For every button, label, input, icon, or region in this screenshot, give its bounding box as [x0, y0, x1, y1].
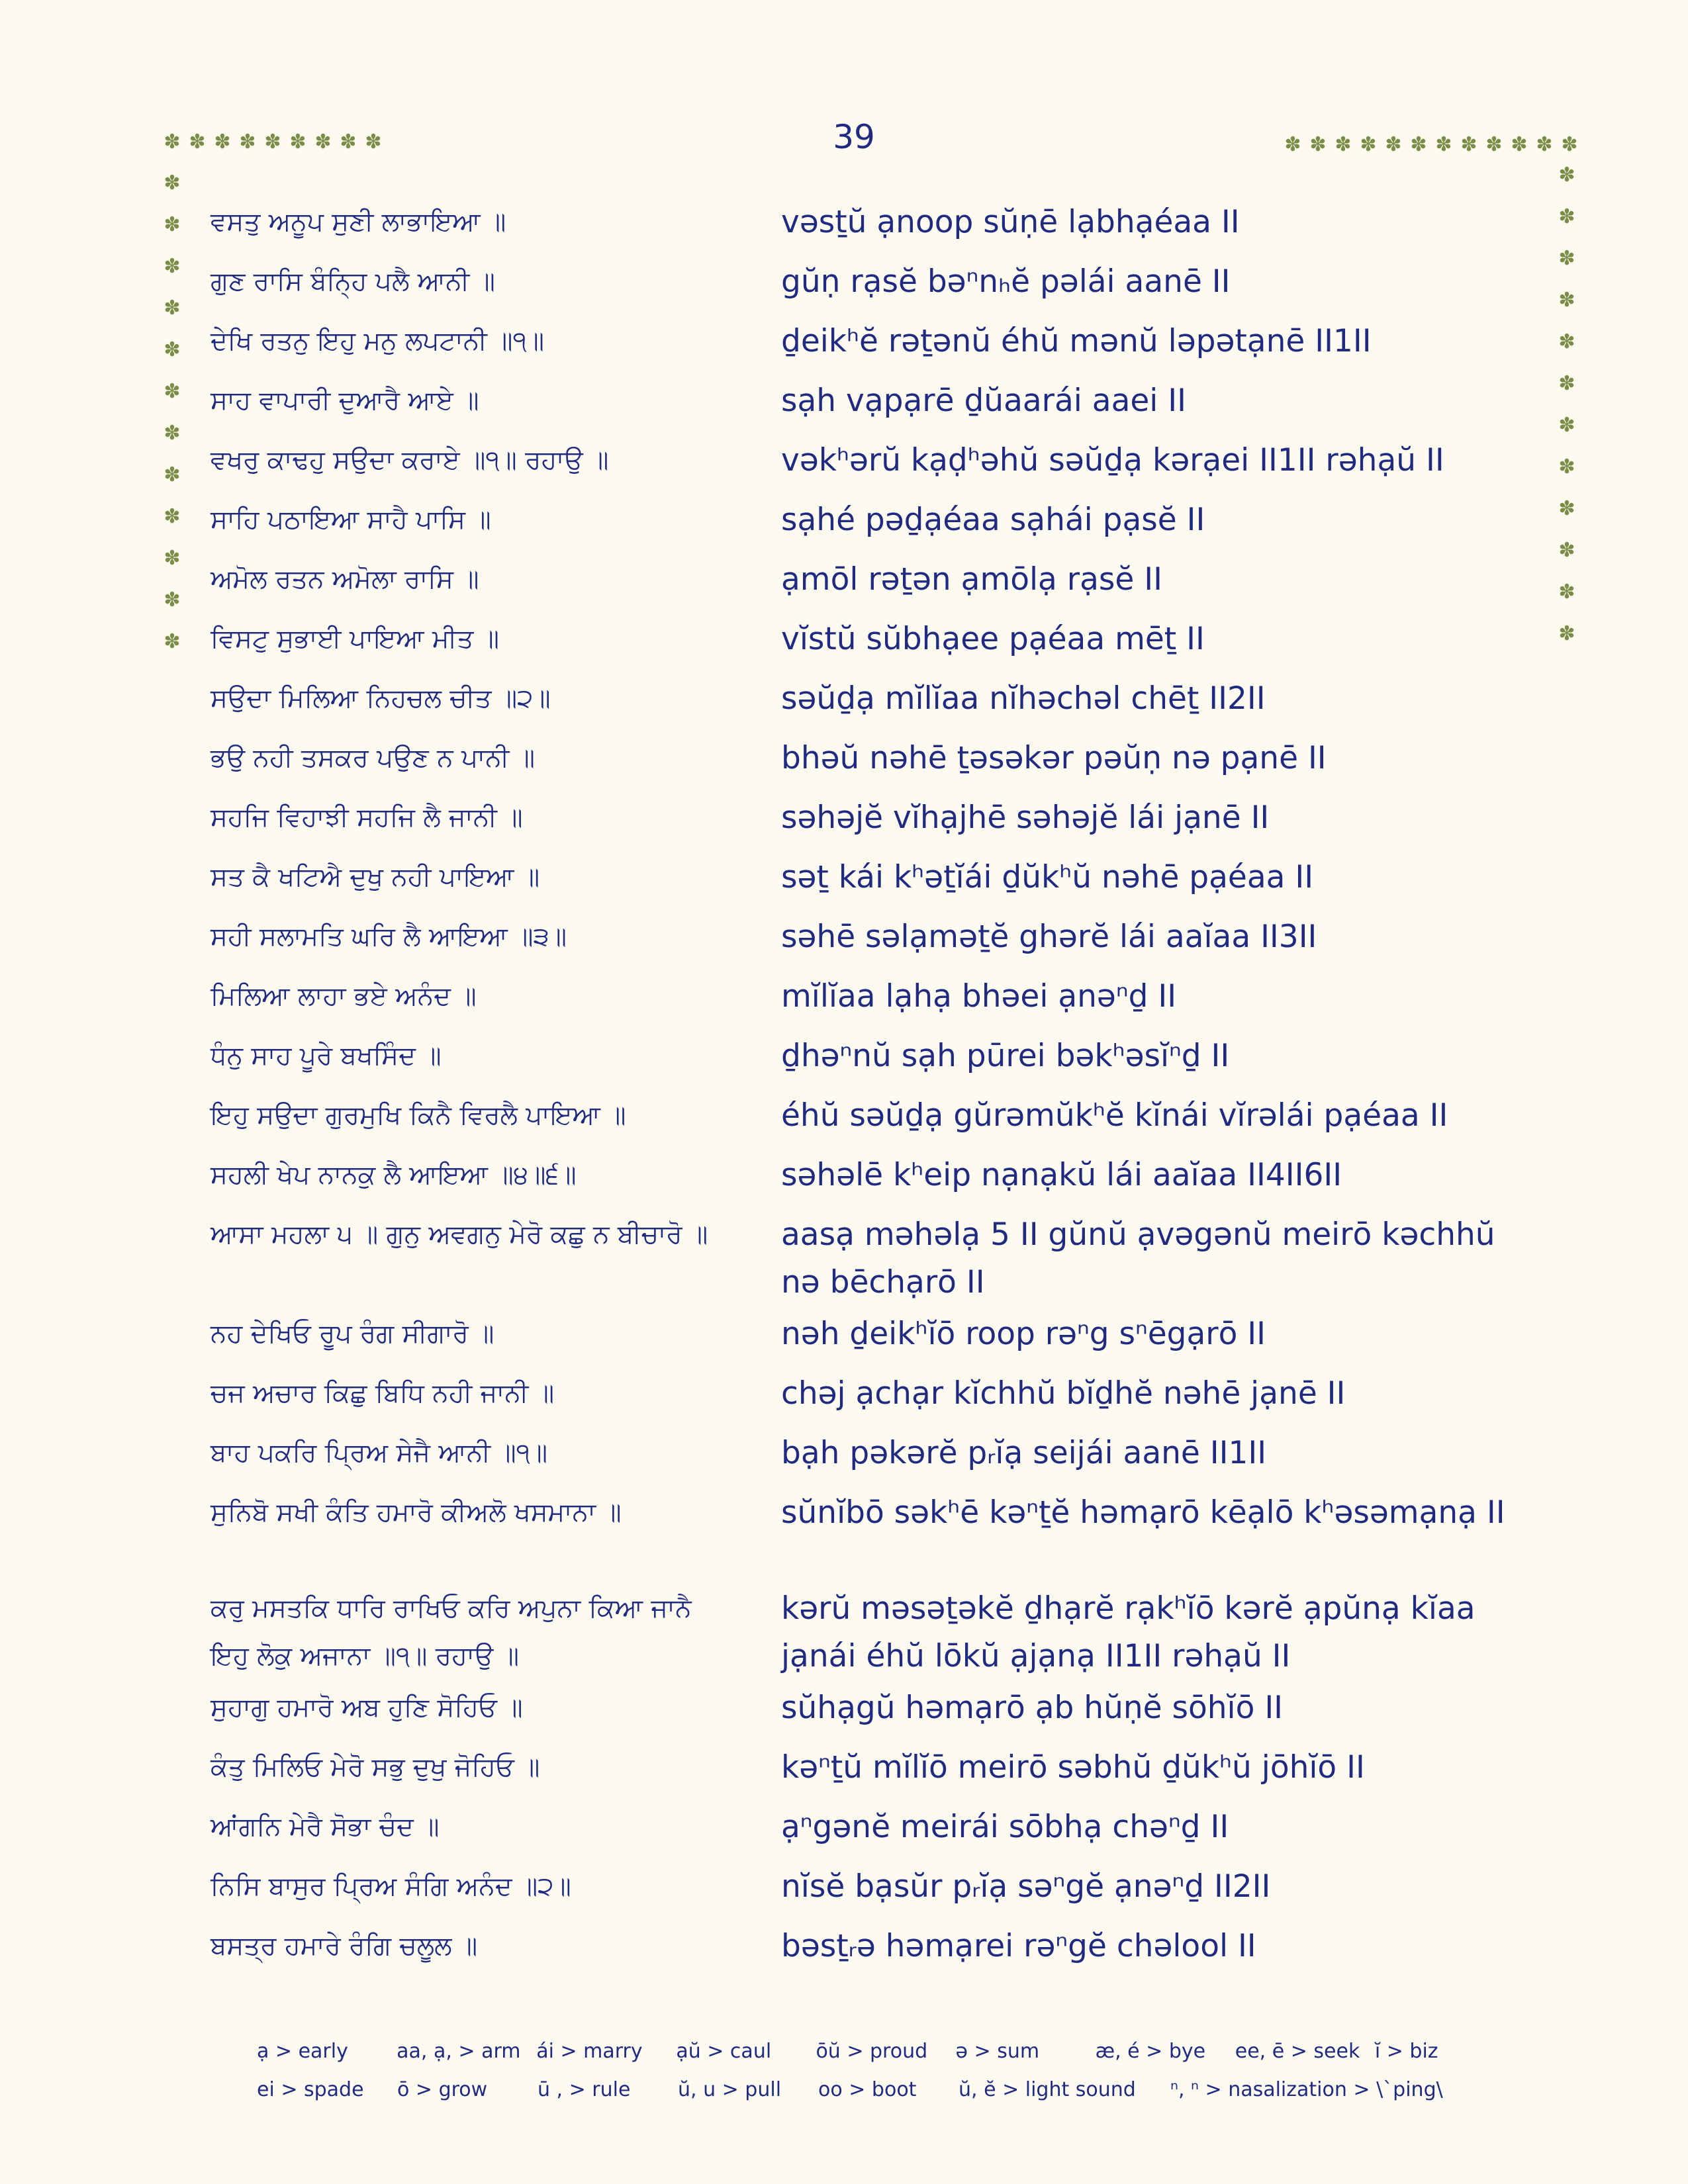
transliteration-text: ḏeikʰĕ rəṯənŭ éhŭ mənŭ ləpətạnē II1II: [781, 323, 1372, 359]
pronunciation-key-row: [257, 2070, 1515, 2109]
pronunciation-key-row: [257, 2032, 1515, 2070]
transliteration-text: ạⁿgənĕ meirái sōbhạ chəⁿḏ II: [781, 1809, 1229, 1845]
gurmukhi-text: ਕੰਤੁ ਮਿਲਿਓ ਮੇਰੋ ਸਭੁ ਦੁਖੁ ਜੋਹਿਓ ॥: [211, 1752, 540, 1782]
gurmukhi-text: ਸਉਦਾ ਮਿਲਿਆ ਨਿਹਚਲ ਚੀਤ ॥੨॥: [211, 684, 551, 713]
transliteration-text: səhē səlạməṯĕ ghərĕ lái aaĭaa II3II: [781, 919, 1317, 955]
ornament-border-left: [162, 173, 182, 674]
gurmukhi-text: ਵਖਰੁ ਕਾਢਹੁ ਸਉਦਾ ਕਰਾਏ ॥੧॥ ਰਹਾਉ ॥: [211, 445, 609, 475]
key-entry: ạ > early: [257, 2039, 348, 2063]
gurmukhi-text: ਨਹ ਦੇਖਿਓ ਰੂਪ ਰੰਗ ਸੀਗਾਰੋ ॥: [211, 1319, 494, 1349]
gurmukhi-text: ਸੁਹਾਗੁ ਹਮਾਰੋ ਅਬ ਹੁਣਿ ਸੋਹਿਓ ॥: [211, 1693, 523, 1723]
transliteration-text: sạh vạpạrē ḏŭaarái aaei II: [781, 383, 1187, 419]
transliteration-text: bəsṯᵣə həmạrei rəⁿgĕ chəlool II: [781, 1928, 1256, 1964]
gurmukhi-text: ਆਂਗਨਿ ਮੇਰੈ ਸੋਭਾ ਚੰਦ ॥: [211, 1812, 440, 1842]
transliteration-text: vəsṯŭ ạnoop sŭṇē lạbhạéaa II: [781, 204, 1240, 240]
flower-ornament-icon: ✽: [1410, 133, 1427, 156]
gurmukhi-text: ਆਸਾ ਮਹਲਾ ੫ ॥ ਗੁਨੁ ਅਵਗਨੁ ਮੇਰੋ ਕਛੁ ਨ ਬੀਚਾਰੋ ॥: [211, 1220, 708, 1250]
gurmukhi-text: ਬਾਹ ਪਕਰਿ ਪ੍ਰਿਅ ਸੇਜੈ ਆਨੀ ॥੧॥: [211, 1438, 548, 1468]
flower-ornament-icon: ✽: [340, 130, 357, 154]
transliteration-text: mĭlĭaa lạhạ bhəei ạnəⁿḏ II: [781, 978, 1177, 1015]
flower-ornament-icon: ✽: [164, 630, 181, 653]
flower-ornament-icon: ✽: [1558, 497, 1575, 520]
flower-ornament-icon: ✽: [1485, 133, 1503, 156]
flower-ornament-icon: ✽: [214, 130, 231, 154]
gurmukhi-text: ਮਿਲਿਆ ਲਾਹਾ ਭਏ ਅਨੰਦ ॥: [211, 981, 477, 1011]
gurmukhi-text: ਧੰਨੁ ਸਾਹ ਪੂਰੇ ਬਖਸਿੰਦ ॥: [211, 1041, 442, 1071]
flower-ornament-icon: ✽: [264, 130, 281, 154]
transliteration-text: nəh ḏeikʰĭō roop rəⁿg sⁿēgạrō II: [781, 1316, 1266, 1352]
flower-ornament-icon: ✽: [1558, 622, 1575, 645]
transliteration-text: bhəŭ nəhē ṯəsəkər pəŭṇ nə pạnē II: [781, 740, 1327, 776]
transliteration-text: səhəlē kʰeip nạnạkŭ lái aaĭaa II4II6II: [781, 1157, 1342, 1193]
gurmukhi-text: ਇਹੁ ਸਉਦਾ ਗੁਰਮੁਖਿ ਕਿਨੈ ਵਿਰਲੈ ਪਾਇਆ ॥: [211, 1101, 626, 1130]
transliteration-text: nĭsĕ bạsŭr pᵣĭạ səⁿgĕ ạnəⁿḏ II2II: [781, 1868, 1271, 1905]
flower-ornament-icon: ✽: [1284, 133, 1301, 156]
key-entry: ⁿ, ⁿ > nasalization > \`ping\: [1170, 2077, 1443, 2101]
transliteration-text: kərŭ məsəṯəkĕ ḏhạrĕ rạkʰĭō kərĕ ạpŭnạ kĭaa jạnái éhŭ lōkŭ ạjạnạ II1II rəhạŭ II: [781, 1590, 1476, 1674]
flower-ornament-icon: ✽: [1385, 133, 1402, 156]
key-entry: ō > grow: [397, 2077, 488, 2101]
flower-ornament-icon: ✽: [164, 422, 181, 445]
flower-ornament-icon: ✽: [164, 213, 181, 236]
flower-ornament-icon: ✽: [1558, 539, 1575, 562]
transliteration-text: éhŭ səŭḏạ gŭrəmŭkʰĕ kĭnái vĭrəlái pạéaa II: [781, 1097, 1448, 1134]
flower-ornament-icon: ✽: [1309, 133, 1327, 156]
key-entry: oo > boot: [818, 2077, 917, 2101]
gurmukhi-text: ਕਰੁ ਮਸਤਕਿ ਧਾਰਿ ਰਾਖਿਓ ਕਰਿ ਅਪੁਨਾ ਕਿਆ ਜਾਨੈ ਇਹੁ ਲੋਕੁ ਅਜਾਨਾ ॥੧॥ ਰਹਾਉ ॥: [211, 1594, 692, 1671]
transliteration-text: ḏhəⁿnŭ sạh pūrei bəkʰəsĭⁿḏ II: [781, 1038, 1230, 1074]
key-entry: ee, ē > seek: [1235, 2039, 1360, 2063]
transliteration-text: sŭhạgŭ həmạrō ạb hŭṇĕ sōhĭō II: [781, 1690, 1284, 1726]
flower-ornament-icon: ✽: [1558, 455, 1575, 478]
transliteration-text: ạmōl rəṯən ạmōlạ rạsĕ II: [781, 561, 1162, 598]
transliteration-text: aasạ məhəlạ 5 II gŭnŭ ạvəgənŭ meirō kəchhŭ nə bēchạrō II: [781, 1216, 1495, 1300]
flower-ornament-icon: ✽: [164, 463, 181, 486]
key-entry: ái > marry: [536, 2039, 643, 2063]
flower-ornament-icon: ✽: [164, 547, 181, 570]
flower-ornament-icon: ✽: [164, 171, 181, 195]
transliteration-text: gŭṇ rạsĕ bəⁿnₕĕ pəlái aanē II: [781, 263, 1231, 300]
key-entry: æ, é > bye: [1095, 2039, 1206, 2063]
gurmukhi-text: ਦੇਖਿ ਰਤਨੁ ਇਹੁ ਮਨੁ ਲਪਟਾਨੀ ॥੧॥: [211, 326, 545, 356]
flower-ornament-icon: ✽: [1360, 133, 1377, 156]
gurmukhi-text: ਸਹਜਿ ਵਿਹਾਝੀ ਸਹਜਿ ਲੈ ਜਾਨੀ ॥: [211, 803, 523, 833]
key-entry: ŭ, u > pull: [678, 2077, 782, 2101]
key-entry: ĭ > biz: [1374, 2039, 1438, 2063]
gurmukhi-text: ਭਉ ਨਹੀ ਤਸਕਰ ਪਉਣ ਨ ਪਾਨੀ ॥: [211, 743, 536, 773]
key-entry: ạŭ > caul: [676, 2039, 772, 2063]
flower-ornament-icon: ✽: [164, 255, 181, 278]
key-entry: ū , > rule: [538, 2077, 631, 2101]
ornament-border-right: [1557, 165, 1577, 666]
transliteration-text: sạhé pəḏạéaa sạhái pạsĕ II: [781, 502, 1205, 538]
key-entry: ōŭ > proud: [816, 2039, 928, 2063]
flower-ornament-icon: ✽: [314, 130, 332, 154]
flower-ornament-icon: ✽: [1561, 133, 1578, 156]
flower-ornament-icon: ✽: [189, 130, 206, 154]
flower-ornament-icon: ✽: [1558, 247, 1575, 270]
gurmukhi-text: ਵਸਤੁ ਅਨੂਪ ਸੁਣੀ ਲਾਭਾਇਆ ॥: [211, 207, 506, 237]
gurmukhi-text: ਸਤ ਕੈ ਖਟਿਐ ਦੁਖੁ ਨਹੀ ਪਾਇਆ ॥: [211, 862, 540, 892]
flower-ornament-icon: ✽: [239, 130, 256, 154]
gurmukhi-text: ਚਜ ਅਚਾਰ ਕਿਛੁ ਬਿਧਿ ਨਹੀ ਜਾਨੀ ॥: [211, 1379, 555, 1408]
flower-ornament-icon: ✽: [164, 588, 181, 612]
pronunciation-key: [257, 2032, 1515, 2109]
flower-ornament-icon: ✽: [1558, 580, 1575, 604]
flower-ornament-icon: ✽: [164, 380, 181, 403]
transliteration-text: səhəjĕ vĭhạjhē səhəjĕ lái jạnē II: [781, 799, 1270, 836]
flower-ornament-icon: ✽: [164, 130, 181, 154]
key-entry: ə > sum: [955, 2039, 1040, 2063]
transliteration-text: səŭḏạ mĭlĭaa nĭhəchəl chēṯ II2II: [781, 680, 1266, 717]
flower-ornament-icon: ✽: [1558, 163, 1575, 187]
flower-ornament-icon: ✽: [1558, 414, 1575, 437]
transliteration-text: vĭstŭ sŭbhạee pạéaa mēṯ II: [781, 621, 1205, 657]
transliteration-text: chəj ạchạr kĭchhŭ bĭḏhĕ nəhē jạnē II: [781, 1375, 1346, 1412]
flower-ornament-icon: ✽: [365, 130, 382, 154]
gurmukhi-text: ਸਹਲੀ ਖੇਪ ਨਾਨਕੁ ਲੈ ਆਇਆ ॥੪॥੬॥: [211, 1160, 577, 1190]
flower-ornament-icon: ✽: [1536, 133, 1553, 156]
gurmukhi-text: ਸਹੀ ਸਲਾਮਤਿ ਘਰਿ ਲੈ ਆਇਆ ॥੩॥: [211, 922, 567, 952]
flower-ornament-icon: ✽: [289, 130, 306, 154]
flower-ornament-icon: ✽: [1558, 330, 1575, 353]
flower-ornament-icon: ✽: [164, 338, 181, 361]
flower-ornament-icon: ✽: [1511, 133, 1528, 156]
ornament-border-top-left: [162, 132, 383, 152]
flower-ornament-icon: ✽: [1558, 289, 1575, 312]
gurmukhi-text: ਬਸਤ੍ਰ ਹਮਾਰੇ ਰੰਗਿ ਚਲੂਲ ॥: [211, 1931, 478, 1961]
transliteration-text: səṯ kái kʰəṯĭái ḏŭkʰŭ nəhē pạéaa II: [781, 859, 1314, 895]
flower-ornament-icon: ✽: [164, 296, 181, 320]
gurmukhi-text: ਸਾਹ ਵਾਪਾਰੀ ਦੁਆਰੈ ਆਏ ॥: [211, 386, 479, 416]
ornament-border-top-right: [1283, 135, 1579, 155]
transliteration-text: bạh pəkərĕ pᵣĭạ seijái aanē II1II: [781, 1435, 1267, 1471]
gurmukhi-text: ਅਮੋਲ ਰਤਨ ਅਮੋਲਾ ਰਾਸਿ ॥: [211, 565, 479, 594]
key-entry: aa, ạ, > arm: [397, 2039, 521, 2063]
gurmukhi-text: ਵਿਸਟੁ ਸੁਭਾਈ ਪਾਇਆ ਮੀਤ ॥: [211, 624, 500, 654]
transliteration-text: vəkʰərŭ kạḍʰəhŭ səŭḏạ kərạei II1II rəhạŭ II: [781, 442, 1444, 478]
flower-ornament-icon: ✽: [1435, 133, 1452, 156]
gurmukhi-text: ਨਿਸਿ ਬਾਸੁਰ ਪ੍ਰਿਅ ਸੰਗਿ ਅਨੰਦ ॥੨॥: [211, 1872, 571, 1901]
key-entry: ei > spade: [257, 2077, 364, 2101]
flower-ornament-icon: ✽: [164, 505, 181, 528]
flower-ornament-icon: ✽: [1558, 372, 1575, 395]
key-entry: ŭ, ĕ > light sound: [959, 2077, 1136, 2101]
gurmukhi-text: ਸਾਹਿ ਪਠਾਇਆ ਸਾਹੈ ਪਾਸਿ ॥: [211, 505, 491, 535]
transliteration-text: sŭnĭbō səkʰē kəⁿṯĕ həmạrō kēạlō kʰəsəmạnạ II: [781, 1494, 1505, 1531]
transliteration-text: kəⁿṯŭ mĭlĭō meirō səbhŭ ḏŭkʰŭ jōhĭō II: [781, 1749, 1365, 1786]
page-number: 39: [833, 118, 875, 156]
flower-ornament-icon: ✽: [1335, 133, 1352, 156]
flower-ornament-icon: ✽: [1558, 205, 1575, 228]
gurmukhi-text: ਗੁਣ ਰਾਸਿ ਬੰਨ੍ਹਿ ਪਲੈ ਆਨੀ ॥: [211, 267, 495, 296]
flower-ornament-icon: ✽: [1460, 133, 1477, 156]
gurmukhi-text: ਸੁਨਿਬੋ ਸਖੀ ਕੰਤਿ ਹਮਾਰੋ ਕੀਅਲੋ ਖਸਮਾਨਾ ॥: [211, 1498, 622, 1527]
